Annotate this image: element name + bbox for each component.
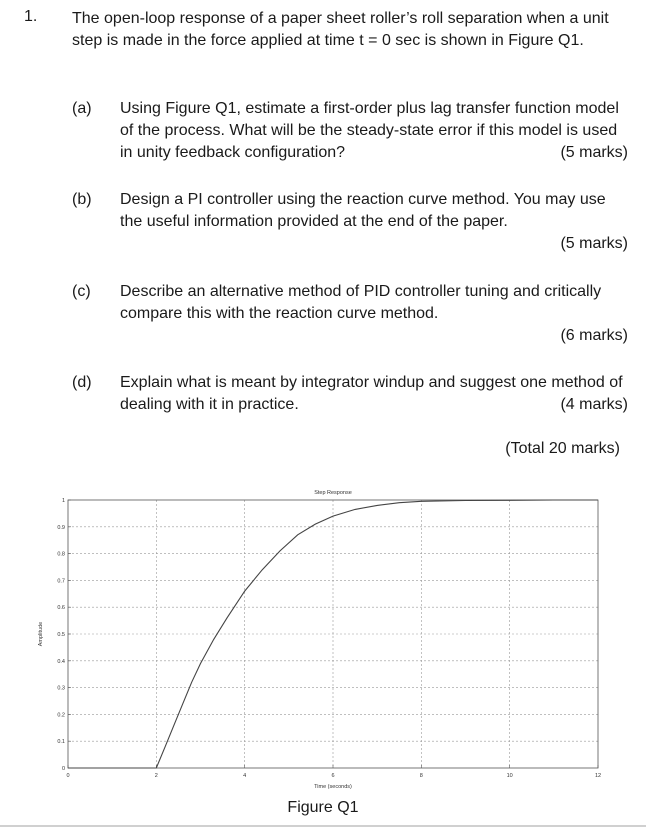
question-intro: The open-loop response of a paper sheet roller’s roll separation when a unit step is made in the force applied at time t = 0 sec is shown in Figure Q1. <box>72 10 609 49</box>
total-marks: (Total 20 marks) <box>505 440 620 457</box>
y-tick-label: 0.7 <box>57 578 65 585</box>
part-a <box>72 98 628 164</box>
question-number: 1. <box>24 8 38 25</box>
y-tick-label: 0.5 <box>57 632 65 638</box>
part-c <box>72 281 628 347</box>
axis-ticks <box>57 498 601 779</box>
part-marks: (5 marks) <box>560 235 628 252</box>
y-axis-label: Amplitude <box>38 621 44 647</box>
y-tick-label: 0.3 <box>57 685 65 692</box>
part-text: Using Figure Q1, estimate a first-order plus lag transfer function model of the process. What will be the steady-state error if this model is used in unity feedback configuration? <box>120 100 619 161</box>
part-b <box>72 189 628 255</box>
part-marks: (6 marks) <box>560 327 628 344</box>
part-marks: (4 marks) <box>560 396 628 413</box>
part-label: (d) <box>72 374 92 391</box>
y-tick-label: 1 <box>61 498 65 504</box>
x-tick-label: 10 <box>506 773 513 779</box>
y-tick-label: 0.6 <box>57 605 65 612</box>
y-tick-label: 0.4 <box>57 658 65 665</box>
x-axis-label: Time (seconds) <box>314 784 352 790</box>
part-label: (c) <box>72 283 91 300</box>
x-tick-label: 2 <box>154 773 158 779</box>
x-tick-label: 4 <box>243 773 247 779</box>
x-tick-label: 12 <box>594 773 602 779</box>
chart-title: Step Response <box>314 490 352 496</box>
figure-caption: Figure Q1 <box>287 799 359 816</box>
part-label: (b) <box>72 191 92 208</box>
y-tick-label: 0.2 <box>57 712 65 719</box>
y-tick-label: 0.1 <box>57 739 65 746</box>
x-tick-label: 8 <box>419 773 423 779</box>
grid-lines <box>68 500 598 768</box>
y-tick-label: 0 <box>61 766 65 772</box>
x-tick-label: 6 <box>331 773 335 779</box>
part-label: (a) <box>72 100 92 117</box>
y-tick-label: 0.9 <box>57 524 65 531</box>
part-text: Design a PI controller using the reaction curve method. You may use the useful information provided at the end of the paper. <box>120 191 606 230</box>
part-text: Describe an alternative method of PID controller tuning and critically compare this with the reaction curve method. <box>120 283 602 322</box>
part-d <box>72 372 628 416</box>
part-text: Explain what is meant by integrator windup and suggest one method of dealing with it in practice. <box>120 374 623 413</box>
x-tick-label: 0 <box>66 773 70 779</box>
step-response-chart <box>0 480 646 798</box>
part-marks: (5 marks) <box>560 144 628 161</box>
y-tick-label: 0.8 <box>57 551 65 558</box>
